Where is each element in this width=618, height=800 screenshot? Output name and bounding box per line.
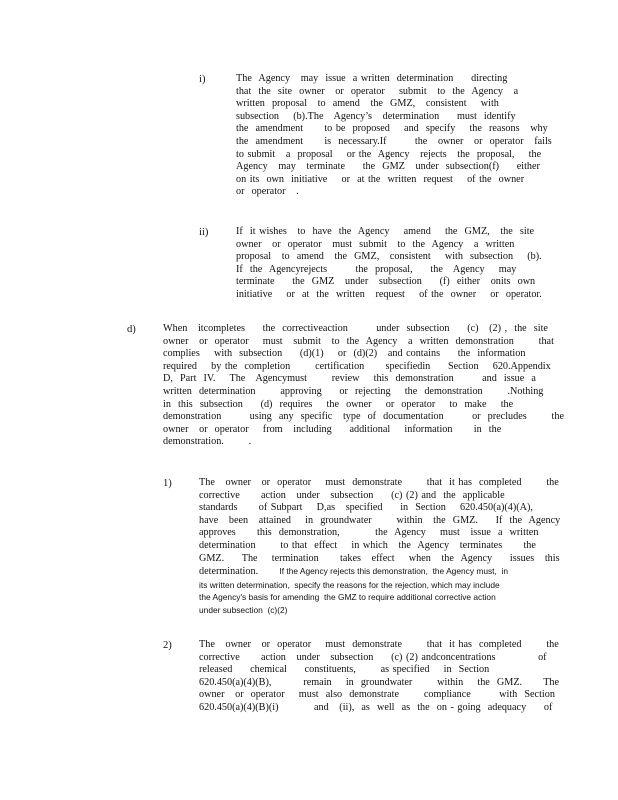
item-marker-d1: 1): [163, 478, 172, 489]
text-line: to submit a proposal or the Agency rejects the proposal, the: [236, 148, 542, 160]
paragraph-i: [236, 73, 552, 199]
text-line: owner or operator must submit to the Agency a written demonstration that: [163, 335, 554, 347]
item-marker-d: d): [127, 324, 136, 335]
text-line: that the site owner or operator submit to the Agency a: [236, 85, 519, 97]
text-line: proposal to amend the GMZ, consistent with subsection (b).: [236, 251, 542, 263]
paragraph-d2: [199, 639, 560, 715]
text-line: terminate the GMZ under subsection (f) either onits own: [236, 276, 536, 288]
text-line: written determination approving or rejecting the demonstration .Nothing: [163, 385, 544, 397]
text-line: 620.450(a)(4)(B), remain in groundwater within the GMZ. The: [199, 676, 560, 688]
item-marker-d2: 2): [163, 640, 172, 651]
text-line: the amendment is necessary.If the owner or operator fails: [236, 135, 552, 147]
text-line: When itcompletes the correctiveaction under subsection (c) (2) , the site: [163, 323, 548, 334]
text-line: standards of Subpart D,as specified in Section 620.450(a)(4)(A),: [199, 502, 533, 514]
text-line: determination to that effect in which the Agency terminates the: [199, 539, 536, 551]
text-segment: determination.: [199, 566, 259, 578]
text-line: corrective action under subsection (c) (2) and the applicable: [199, 489, 505, 501]
text-line: approves this demonstration, the Agency must issue a written: [199, 527, 539, 539]
text-line: owner or operator from including additional information in the: [163, 423, 502, 435]
text-line: or operator .: [236, 186, 299, 198]
text-line: initiative or at the written request of the owner or operator.: [236, 288, 542, 300]
text-line: owner or operator must submit to the Agency a written: [236, 238, 515, 250]
text-line: required by the completion certification specifiedin Section 620.Appendix: [163, 360, 551, 372]
text-line: The owner or operator must demonstrate that it has completed the: [199, 477, 559, 488]
text-line: demonstration. .: [163, 436, 252, 448]
text-line: written proposal to amend the GMZ, consistent with: [236, 98, 499, 110]
text-line: have been attained in groundwater within the GMZ. If the Agency: [199, 514, 561, 526]
small-text-line: under subsection (c)(2): [199, 604, 288, 615]
paragraph-d: [163, 323, 564, 449]
text-line: GMZ. The termination takes effect when the Agency issues this: [199, 552, 560, 564]
text-line: D, Part IV. The Agencymust review this demonstration and issue a: [163, 373, 536, 385]
text-line: The owner or operator must demonstrate that it has completed the: [199, 639, 559, 650]
text-line: [199, 565, 517, 579]
small-text-segment: If the Agency rejects this demonstration, the Agency must, in: [279, 566, 508, 577]
text-line: in this subsection (d) requires the owner or operator to make the: [163, 398, 514, 410]
paragraph-ii: [236, 226, 542, 302]
text-line: released chemical constituents, as specified in Section: [199, 664, 490, 676]
small-text-line: its written determination, specify the reasons for the rejection, which may include: [199, 579, 500, 590]
text-line: corrective action under subsection (c) (2) andconcentrations of: [199, 651, 547, 663]
paragraph-d1: [199, 477, 561, 617]
text-line: demonstration using any specific type of documentation or precludes the: [163, 411, 564, 423]
small-text-line: the Agency's basis for amending the GMZ to require additional corrective action: [199, 592, 496, 603]
text-line: the amendment to be proposed and specify the reasons why: [236, 123, 548, 135]
item-marker-i: i): [199, 74, 206, 85]
text-line: If it wishes to have the Agency amend the GMZ, the site: [236, 226, 535, 237]
text-line: Agency may terminate the GMZ under subsection(f) either: [236, 161, 540, 173]
text-line: The Agency may issue a written determination directing: [236, 73, 508, 84]
text-line: owner or operator must also demonstrate compliance with Section: [199, 689, 555, 701]
text-line: on its own initiative or at the written request of the owner: [236, 173, 525, 185]
text-line: If the Agencyrejects the proposal, the Agency may: [236, 263, 517, 275]
text-line: complies with subsection (d)(1) or (d)(2) and contains the information: [163, 348, 526, 360]
item-marker-ii: ii): [199, 227, 209, 238]
text-line: subsection (b).The Agency’s determination must identify: [236, 110, 516, 122]
text-line: 620.450(a)(4)(B)(i) and (ii), as well as the on - going adequacy of: [199, 701, 553, 713]
